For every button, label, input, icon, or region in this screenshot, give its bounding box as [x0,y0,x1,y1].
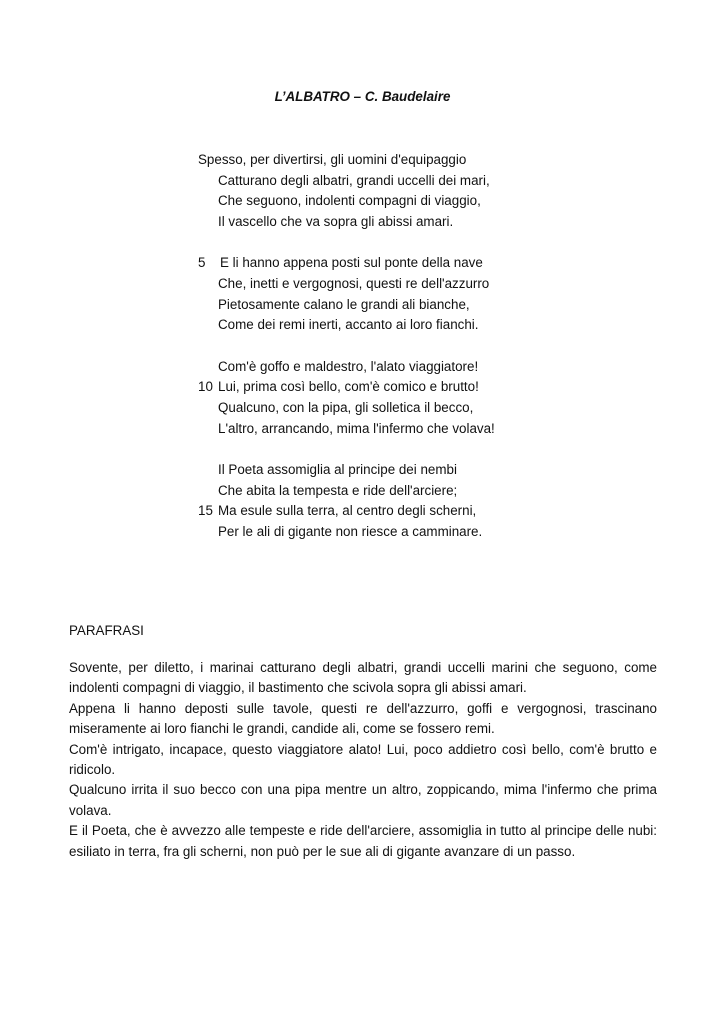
poem-stanza-3 [198,357,618,439]
line-number: 15 [198,503,213,519]
line-text: Il Poeta assomiglia al principe dei nembi [218,462,457,478]
poem-stanza-1 [198,150,618,232]
poem-stanza-2 [198,253,618,335]
paraphrase-heading: PARAFRASI [69,623,144,638]
poem-title: L’ALBATRO – C. Baudelaire [274,89,451,104]
poem-line [198,150,618,171]
poem-line [198,295,618,316]
paraphrase-body [69,658,657,862]
line-text: Com'è goffo e maldestro, l'alato viaggiatore! [218,358,479,374]
line-text: Che, inetti e vergognosi, questi re dell'azzurro [218,275,490,291]
paraphrase-paragraph: Com'è intrigato, incapace, questo viaggiatore alato! Lui, poco addietro così bello, com'è brutto e ridicolo. [69,741,657,778]
poem-line [198,522,618,543]
line-text: Spesso, per divertirsi, gli uomini d'equipaggio [198,152,467,167]
poem-line [198,357,618,378]
poem-line [198,501,618,522]
line-text: Lui, prima così bello, com'è comico e brutto! [218,379,479,395]
line-text: Il vascello che va sopra gli abissi amari. [218,213,454,229]
line-text: Che abita la tempesta e ride dell'arciere; [218,482,458,498]
poem-line [198,398,618,419]
poem-line [198,171,618,192]
line-text: Catturano degli albatri, grandi uccelli dei mari, [218,172,490,188]
line-number: 10 [198,379,213,395]
poem-line [198,377,618,398]
paraphrase-paragraph: Sovente, per diletto, i marinai catturano degli albatri, grandi uccelli marini che seguono, come indolenti compagni di viaggio, il bastimento che scivola sopra gli abissi amari. [69,660,657,696]
line-number: 5 [198,255,206,271]
poem-line [198,253,618,274]
line-text: Qualcuno, con la pipa, gli solletica il becco, [218,399,474,415]
poem-line [198,191,618,212]
poem-line [198,315,618,336]
poem-stanza-4 [198,460,618,542]
paraphrase-paragraph: Qualcuno irrita il suo becco con una pipa mentre un altro, zoppicando, mima l'infermo che prima volava. [69,782,657,818]
poem-line [198,481,618,502]
paraphrase-paragraph: Appena li hanno deposti sulle tavole, questi re dell'azzurro, goffi e vergognosi, trascinano miseramente ai loro fianchi le grandi, candide ali, come se fossero remi. [69,700,657,737]
poem-line [198,460,618,481]
line-text: Che seguono, indolenti compagni di viaggio, [218,193,481,209]
line-text: Pietosamente calano le grandi ali bianche, [218,296,470,312]
line-text: Ma esule sulla terra, al centro degli scherni, [218,503,477,519]
poem-body [198,150,618,564]
poem-line [198,274,618,295]
line-text: E li hanno appena posti sul ponte della nave [220,255,483,271]
poem-line [198,212,618,233]
poem-line [198,419,618,440]
line-text: Come dei remi inerti, accanto ai loro fianchi. [218,317,479,333]
line-text: Per le ali di gigante non riesce a camminare. [218,523,483,539]
paraphrase-paragraph: E il Poeta, che è avvezzo alle tempeste e ride dell'arciere, assomiglia in tutto al principe delle nubi: esiliato in terra, fra gli scherni, non può per le sue ali di gigante avanzare di un passo. [69,823,657,859]
line-text: L'altro, arrancando, mima l'infermo che volava! [218,420,495,436]
